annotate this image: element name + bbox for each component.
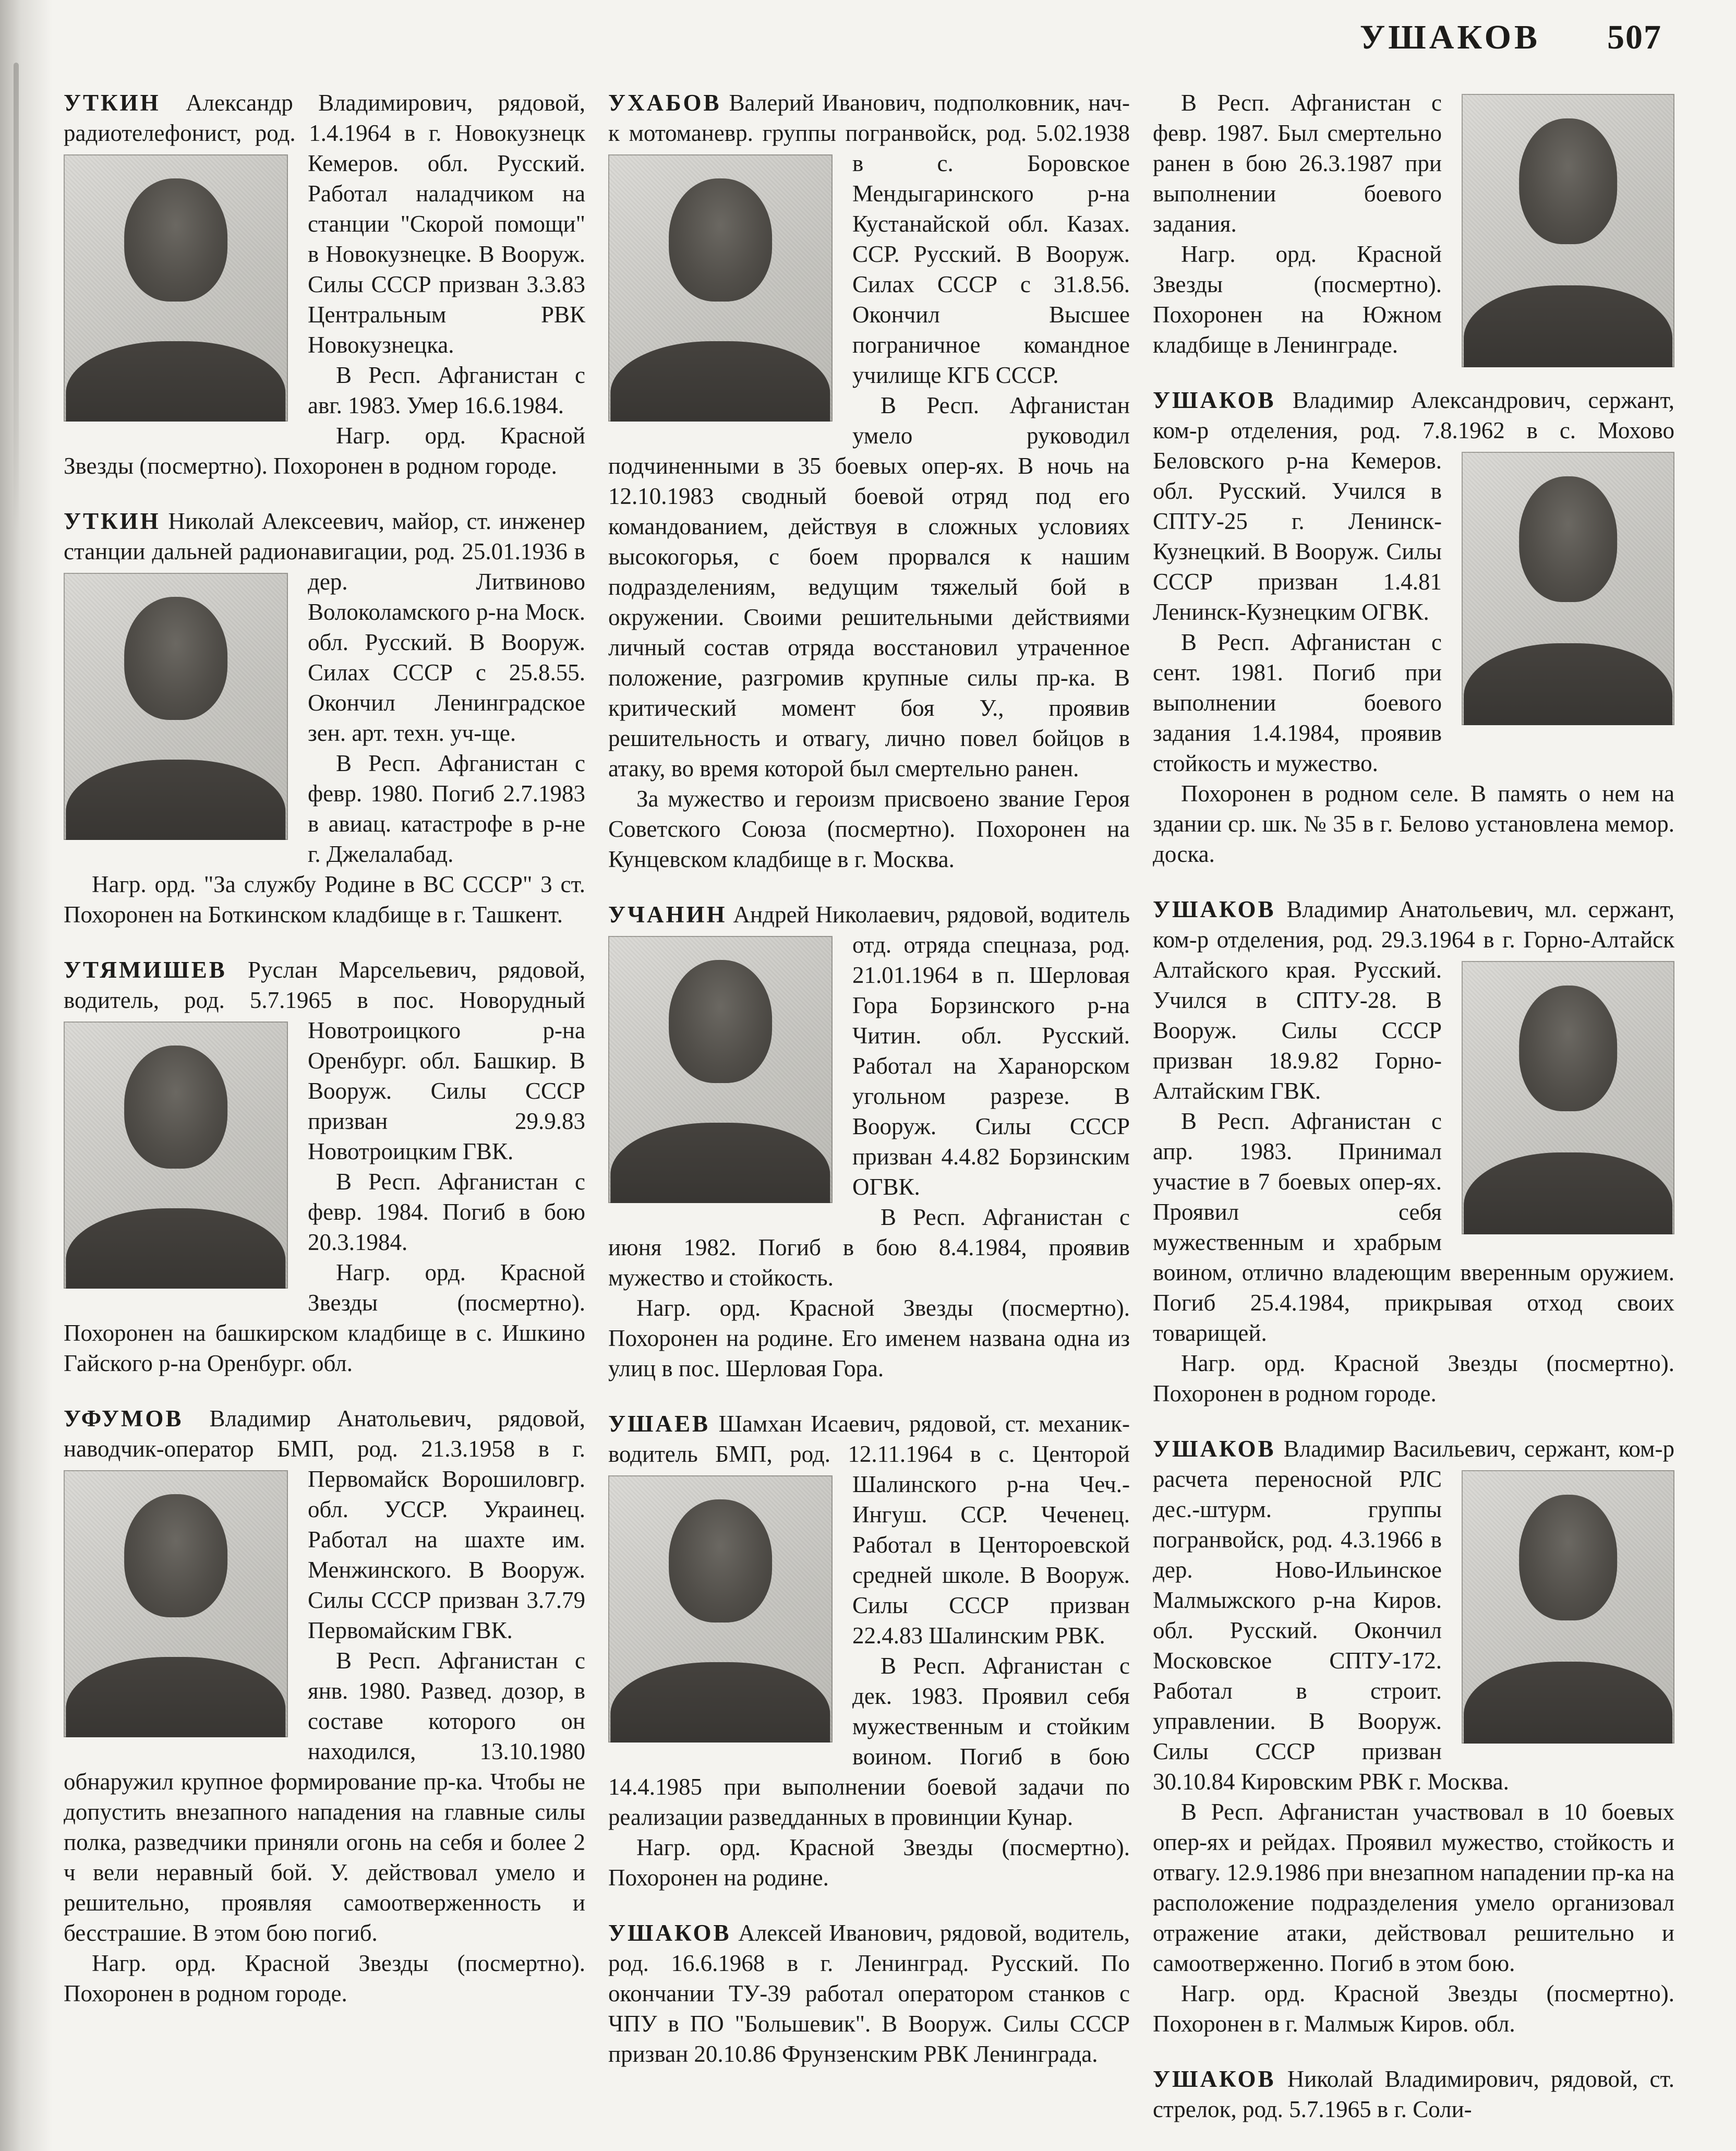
entry-award-paragraph: Нагр. орд. Красной Звезды (посмертно). Похоронен на родине. Его именем названа одна из улиц в пос. Шерловая Гора. (608, 1295, 1130, 1381)
entry-award-paragraph: Нагр. орд. Красной Звезды (посмертно). Похоронен на родине. (608, 1834, 1130, 1891)
entry-intro-text: Николай Алексеевич, майор, ст. инженер станции дальней радионавигации, (64, 508, 586, 564)
entry-intro-text: Руслан Марсельевич, рядовой, водитель, род. 5.7.1965 в пос. (64, 957, 586, 1013)
entry-surname: УШАКОВ (1153, 896, 1276, 922)
entry-ushaev (608, 1409, 1130, 1893)
entry-afghan-paragraph: В Респ. Афганистан с авг. 1983. Умер 16.6.1984. (308, 362, 585, 418)
entry-surname: УФУМОВ (64, 1405, 184, 1432)
portrait-photo (64, 573, 288, 840)
photo-shoulders-silhouette (66, 760, 285, 840)
page-number: 507 (1607, 18, 1662, 56)
entry-ushakov-vladimir-aleksandrovich (1153, 385, 1674, 869)
entry-afghan-paragraph: В Респ. Афганистан умело руководил подчиненными в 35 боевых опер-ях. В ночь на 12.10.1983 сводный боевой отряд под его командованием, действуя в сложных условиях высокогорья, с боем прорвался к нашим подразделениям, ведущим тяжелый бой в окружении. Своими решительными действиями личный состав отряда восстановил утраченное положение, разгромив крупные силы пр-ка. В критический момент боя У., проявив решительность и отвагу, лично повел бойцов в атаку, во время которой был смертельно ранен. (608, 392, 1130, 782)
photo-head-silhouette (1519, 1495, 1617, 1620)
entry-afghan-paragraph: В Респ. Афганистан с янв. 1980. Развед. дозор, в составе которого он находился, 13.10.1980 обнаружил крупное формирование пр-ка. Чтобы не допустить внезапного нападения на главные силы полка, разведчики приняли огонь на себя и более 2 ч вели неравный бой. У. действовал умело и решительно, проявляя самоотверженность и бесстрашие. В этом бою погиб. (64, 1648, 585, 1946)
photo-shoulders-silhouette (66, 1208, 285, 1289)
entry-intro-text: Владимир Анатольевич, мл. сержант, ком-р отделения, род. 29.3.1964 (1153, 896, 1674, 953)
entry-award-paragraph: Нагр. орд. Красной Звезды (посмертно). Похоронен на башкирском кладбище в с. Ишкино Гайского р-на Оренбург. обл. (64, 1259, 585, 1376)
photo-shoulders-silhouette (610, 1662, 830, 1743)
entry-ushakov-vladimir-vasilyevich (1153, 1434, 1674, 2039)
entry-intro-text: Александр Владимирович, рядовой, радиотелефонист, род. 1.4.1964 в г. (64, 90, 586, 146)
entry-ushakov-vladimir-anatolyevich (1153, 894, 1674, 1409)
photo-shoulders-silhouette (1464, 1152, 1672, 1234)
entry-award-paragraph: Нагр. орд. Красной Звезды (посмертно). Похоронен в г. Малмыж Киров. обл. (1153, 1980, 1674, 2037)
entry-body-text: Мохово Беловского р-на Кемеров. обл. Русский. Учился в СПТУ-25 г. Ленинск-Кузнецкий. В Вооруж. Силы СССР призван 1.4.81 Ленинск-Кузнецким ОГВК. (1153, 417, 1674, 625)
entry-body-text: род. 5.02.1938 в с. Боровское Мендыгаринского р-на Кустанайской обл. Казах. ССР. Русский. В Вооруж. Силах СССР с 31.8.56. Окончил Высшее пограничное командное училище КГБ СССР. (852, 120, 1130, 388)
entry-surname: УТКИН (64, 90, 161, 116)
entry-surname: УТЯМИШЕВ (64, 957, 227, 983)
entry-utkin-nikolay (64, 506, 585, 930)
entry-ufumov (64, 1403, 585, 2009)
photo-head-silhouette (669, 1499, 772, 1623)
photo-shoulders-silhouette (610, 1123, 830, 1203)
entry-afghan-paragraph: В Респ. Афганистан с июня 1982. Погиб в бою 8.4.1984, проявив мужество и стойкость. (608, 1204, 1130, 1291)
photo-head-silhouette (124, 1494, 227, 1617)
text-columns (0, 57, 1736, 2124)
photo-shoulders-silhouette (1464, 285, 1672, 367)
entry-body-text: Новорудный Новотроицкого р-на Оренбург. обл. Башкир. В Вооруж. Силы СССР призван 29.9.83 Новотроицким ГВК. (308, 987, 586, 1164)
photo-head-silhouette (124, 597, 227, 720)
entry-afghan-paragraph: В Респ. Афганистан участвовал в 10 боевых опер-ях и рейдах. Проявил мужество, стойкость и отвагу. 12.9.1986 при внезапном нападении пр-ка на расположение подразделения умело организовал отражение атаки, действовал решительно и самоотверженно. Погиб в этом бою. (1153, 1799, 1674, 1976)
entry-afghan-paragraph: В Респ. Афганистан с дек. 1983. Проявил себя мужественным и стойким воином. Погиб в бою 14.4.1985 при выполнении боевой задачи по реализации разведданных в провинции Кунар. (608, 1653, 1130, 1830)
entry-surname: УШАКОВ (608, 1920, 731, 1946)
entry-body-text: 21.3.1958 в г. Первомайск Ворошиловгр. обл. УССР. Украинец. Работал на шахте им. Менжинского. В Вооруж. Силы СССР призван 3.7.79 Первомайским ГВК. (308, 1436, 586, 1643)
entry-utkin-aleksandr (64, 88, 585, 481)
entry-intro-text: Валерий Иванович, подполковник, нач-к мотоманевр. группы погранвойск, (608, 90, 1130, 146)
portrait-photo (64, 1470, 288, 1737)
portrait-photo (1462, 94, 1674, 367)
photo-head-silhouette (124, 1046, 227, 1169)
entry-surname: УТКИН (64, 508, 161, 534)
entry-body-text: Новокузнецк Кемеров. обл. Русский. Работал наладчиком на станции "Скорой помощи" в Новокузнецке. В Вооруж. Силы СССР призван 3.3.83 Центральным РВК Новокузнецка. (308, 120, 586, 358)
entry-award-paragraph: Нагр. орд. Красной Звезды (посмертно). Похоронен в родном городе. (64, 423, 585, 479)
entry-award-paragraph: Нагр. орд. "За службу Родине в ВС СССР" 3 ст. Похоронен на Боткинском кладбище в г. Ташкент. (64, 871, 585, 928)
column-3 (1153, 88, 1674, 2124)
photo-head-silhouette (669, 960, 772, 1083)
entry-ushakov-aleksey (608, 1918, 1130, 2069)
photo-head-silhouette (1519, 986, 1617, 1111)
entry-ushakov-aleksey-continuation (1153, 88, 1674, 360)
photo-head-silhouette (1519, 476, 1617, 602)
header-surname: УШАКОВ (1359, 18, 1540, 56)
entry-ukhabov (608, 88, 1130, 874)
entry-afghan-text: В Респ. Афганистан с февр. 1987. Был смертельно ранен в бою 26.3.1987 при выполнении боевого задания. (1153, 90, 1442, 237)
entry-surname: УШАЕВ (608, 1411, 710, 1437)
portrait-photo (64, 154, 288, 422)
entry-surname: УШАКОВ (1153, 387, 1276, 413)
entry-award-paragraph: Нагр. орд. Красной Звезды (посмертно). Похоронен на Южном кладбище в Ленинграде. (1153, 241, 1442, 358)
entry-afghan-paragraph: В Респ. Афганистан с апр. 1983. Принимал участие в 7 боевых опер-ях. Проявил себя мужественным и храбрым воином, отлично владеющим вверенным оружием. Погиб 25.4.1984, прикрывая отход своих товарищей. (1153, 1108, 1674, 1346)
entry-afghan-paragraph: В Респ. Афганистан с февр. 1984. Погиб в бою 20.3.1984. (308, 1169, 585, 1255)
photo-shoulders-silhouette (66, 1657, 285, 1737)
entry-intro-text: Владимир Анатольевич, рядовой, наводчик-оператор БМП, род. (64, 1405, 585, 1462)
photo-head-silhouette (669, 178, 772, 302)
entry-body-text: род. 25.01.1936 в дер. Литвиново Волоколамского р-на Моск. обл. Русский. В Вооруж. Силах СССР с 25.8.55. Окончил Ленинградское зен. арт. техн. уч-ще. (308, 538, 585, 746)
portrait-photo (64, 1022, 288, 1289)
portrait-photo (608, 936, 833, 1203)
portrait-photo (608, 1475, 833, 1743)
entry-intro-text: Шамхан Исаевич, рядовой, ст. механик-водитель БМП, род. 12.11.1964 в (608, 1411, 1130, 1467)
entry-intro-text: Алексей Иванович, рядовой, водитель, род. 16.6.1968 в г. Ленинград. Русский. По окончании ТУ-39 работал оператором станков с ЧПУ в ПО "Большевик". В Вооруж. Силы СССР призван 20.10.86 Фрунзенским РВК Ленинграда. (608, 1920, 1130, 2067)
entry-afghan-paragraph: В Респ. Афганистан с февр. 1980. Погиб 2.7.1983 в авиац. катастрофе в р-не г. Джелалабад. (308, 750, 585, 867)
entry-uchanin (608, 899, 1130, 1384)
entry-burial-paragraph: Похоронен в родном селе. В память о нем на здании ср. шк. № 35 в г. Белово установлена мемор. доска. (1153, 780, 1674, 867)
entry-intro-text: Владимир Васильевич, сержант, ком-р расчета переносной РЛС (1153, 1436, 1674, 1492)
photo-shoulders-silhouette (1464, 643, 1672, 725)
entry-body-text: дес.-штурм. группы погранвойск, род. 4.3.1966 в дер. Ново-Ильинское Малмыжского р-на Киров. обл. Русский. Окончил Московское СПТУ-172. Работал в строит. управлении. В Вооруж. Силы СССР призван 30.10.84 Кировским РВК г. Москва. (1153, 1496, 1509, 1795)
entry-surname: УШАКОВ (1153, 2066, 1276, 2092)
entry-award-paragraph: Нагр. орд. Красной Звезды (посмертно). Похоронен в родном городе. (1153, 1350, 1674, 1407)
photo-shoulders-silhouette (1464, 1662, 1672, 1744)
photo-head-silhouette (1519, 118, 1617, 244)
entry-body-text: с. Центорой Шалинского р-на Чеч.-Ингуш. ССР. Чеченец. Работал в Центороевской средней школе. В Вооруж. Силы СССР призван 22.4.83 Шалинским РВК. (852, 1441, 1130, 1649)
column-1 (64, 88, 585, 2124)
entry-surname: УЧАНИН (608, 902, 727, 928)
portrait-photo (1462, 452, 1674, 725)
page-header (0, 0, 1736, 57)
entry-award-paragraph: Нагр. орд. Красной Звезды (посмертно). Похоронен в родном городе. (64, 1950, 585, 2006)
entry-utyamishev (64, 955, 585, 1378)
entry-ushakov-nikolay (1153, 2064, 1674, 2124)
portrait-photo (1462, 1470, 1674, 1744)
entry-afghan-paragraph: В Респ. Афганистан с сент. 1981. Погиб при выполнении боевого задания 1.4.1984, проявив стойкость и мужество. (1153, 629, 1442, 776)
photo-shoulders-silhouette (66, 341, 285, 422)
entry-body-text: 21.01.1964 в п. Шерловая Гора Борзинского р-на Читин. обл. Русский. Работал на Харанорском угольном разрезе. В Вооруж. Силы СССР призван 4.4.82 Борзинским ОГВК. (852, 962, 1130, 1200)
portrait-photo (1462, 961, 1674, 1234)
entry-award-paragraph: За мужество и героизм присвоено звание Героя Советского Союза (посмертно). Похоронен на Кунцевском кладбище в г. Москва. (608, 786, 1130, 872)
entry-intro-text: Владимир Александрович, сержант, ком-р отделения, род. 7.8.1962 в с. (1153, 387, 1674, 443)
column-2 (608, 88, 1130, 2124)
photo-shoulders-silhouette (610, 341, 830, 422)
photo-head-silhouette (124, 178, 227, 302)
entry-surname: УХАБОВ (608, 90, 721, 116)
entry-intro-text: Николай Владимирович, рядовой, ст. стрелок, род. 5.7.1965 в г. Соли- (1153, 2066, 1675, 2122)
entry-surname: УШАКОВ (1153, 1436, 1276, 1462)
entry-body-text: в г. Горно-Алтайск Алтайского края. Русский. Учился в СПТУ-28. В Вооруж. Силы СССР призван 18.9.82 Горно-Алтайским ГВК. (1153, 927, 1674, 1104)
portrait-photo (608, 154, 833, 422)
entry-intro-text: Андрей Николаевич, рядовой, водитель отд. отряда спецназа, род. (733, 902, 1130, 958)
